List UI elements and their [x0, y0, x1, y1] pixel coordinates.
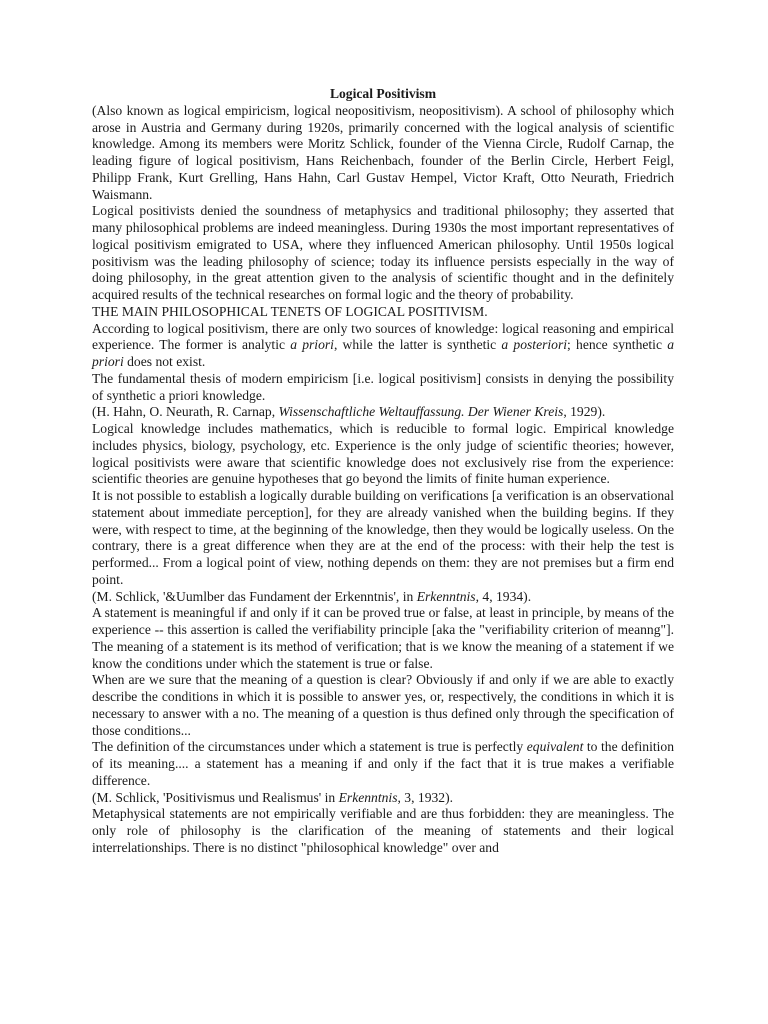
quote-definition: The definition of the circumstances under which a statement is true is perfectly equivalent to the definition of its meaning.... a statement has a meaning if and only if the fact that it is true makes a verifiable difference. — [92, 739, 674, 788]
citation-schlick-1932: (M. Schlick, 'Positivismus und Realismus' in Erkenntnis, 3, 1932). — [92, 789, 454, 805]
quote-question: When are we sure that the meaning of a question is clear? Obviously if and only if we are able to exactly describe the conditions in which it is possible to answer yes, or, respectively, the conditions in which it is necessary to answer with a no. The meaning of a question is thus defined only through the specification of those conditions... — [92, 672, 674, 738]
paragraph-metaphysics: Metaphysical statements are not empirically verifiable and are thus forbidden: they are meaningless. The only role of philosophy is the clarification of the meaning of statements and their logical interrelationships. There is no distinct "philosophical knowledge" over and — [92, 806, 674, 855]
document-page — [92, 86, 674, 857]
document-title: Logical Positivism — [329, 86, 437, 101]
quote-empiricism: The fundamental thesis of modern empiricism [i.e. logical positivism] consists in denying the possibility of synthetic a priori knowledge. — [92, 370, 674, 403]
citation-schlick-1934: (M. Schlick, '&Uumlber das Fundament der Erkenntnis', in Erkenntnis, 4, 1934). — [92, 588, 532, 604]
paragraph-knowledge: Logical knowledge includes mathematics, which is reducible to formal logic. Empirical knowledge includes physics, biology, psychology, etc. Experience is the only judge of scientific theories; however, logical positivists were aware that scientific knowledge does not exclusively rise from the experience: scientific theories are genuine hypotheses that go beyond the limits of finite human experience. — [92, 421, 674, 487]
paragraph-intro: (Also known as logical empiricism, logical neopositivism, neopositivism). A school of philosophy which arose in Austria and Germany during 1920s, primarily concerned with the logical analysis of scientific knowledge. Among its members were Moritz Schlick, founder of the Vienna Circle, Rudolf Carnap, the leading figure of logical positivism, Hans Reichenbach, founder of the Berlin Circle, Herbert Feigl, Philipp Frank, Kurt Grelling, Hans Hahn, Carl Gustav Hempel, Victor Kraft, Otto Neurath, Friedrich Waismann. — [92, 102, 674, 202]
quote-verifications: It is not possible to establish a logically durable building on verifications [a verification is an observational statement about immediate perception], for they are already vanished when the building begins. If they were, with respect to time, at the beginning of the knowledge, then they would be logically useless. On the contrary, there is a great difference when they are at the end of the process: with their help the test is performed... From a logical point of view, nothing depends on them: they are not premises but a firm end point. — [92, 488, 674, 587]
citation-hahn: (H. Hahn, O. Neurath, R. Carnap, Wissenschaftliche Weltauffassung. Der Wiener Kreis, 1929). — [92, 404, 606, 420]
section-heading: THE MAIN PHILOSOPHICAL TENETS OF LOGICAL POSITIVISM. — [92, 303, 488, 319]
paragraph-sources: According to logical positivism, there are only two sources of knowledge: logical reasoning and empirical experience. The former is analytic a priori, while the latter is synthetic a posteriori; hence synthetic a priori does not exist. — [92, 320, 674, 369]
paragraph-denial: Logical positivists denied the soundness of metaphysics and traditional philosophy; they asserted that many philosophical problems are indeed meaningless. During 1930s the most important representatives of logical positivism emigrated to USA, where they influenced American philosophy. Until 1950s logical positivism was the leading philosophy of science; today its influence persists especially in the way of doing philosophy, in the great attention given to the analysis of scientific thought and in the definitely acquired results of the technical researches on formal logic and the theory of probability. — [92, 203, 674, 302]
paragraph-meaning: A statement is meaningful if and only if it can be proved true or false, at least in principle, by means of the experience -- this assertion is called the verifiability principle [aka the "verifiability criterion of meanng"]. The meaning of a statement is its method of verification; that is we know the meaning of a statement if we know the conditions under which the statement is true or false. — [92, 605, 674, 671]
